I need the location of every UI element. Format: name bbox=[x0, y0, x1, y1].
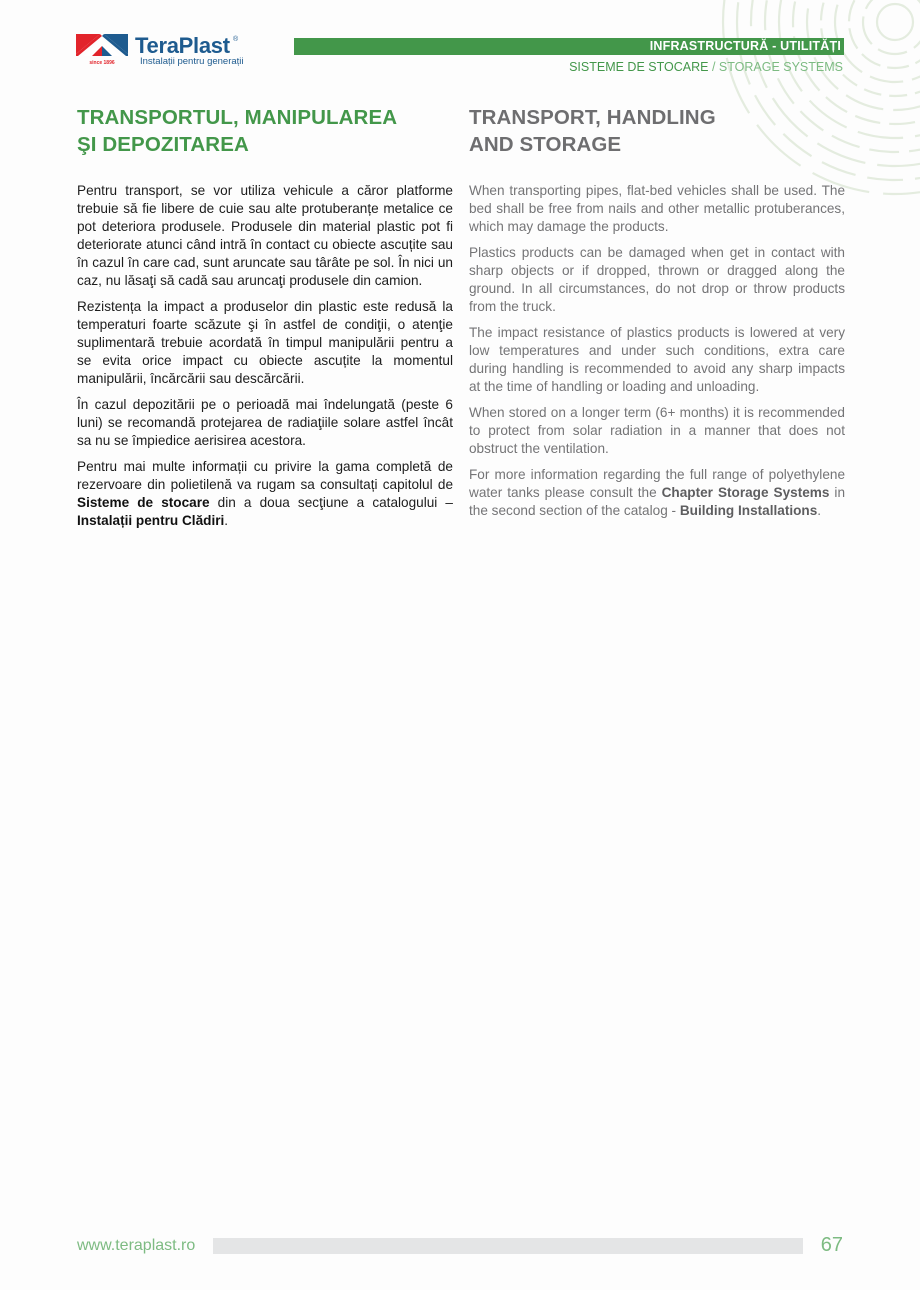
en-paragraph: When stored on a longer term (6+ months) it is recommended to protect from solar radiation in a manner that does not obstruct the ventilation. bbox=[469, 405, 845, 456]
subsection-separator: / bbox=[708, 60, 719, 74]
svg-text:since 1896: since 1896 bbox=[89, 60, 115, 66]
ro-title bbox=[77, 104, 453, 158]
en-title-line2: AND STORAGE bbox=[469, 133, 622, 156]
ro-title-line1: TRANSPORTUL, MANIPULAREA bbox=[77, 106, 398, 129]
ro-paragraph-more-info: Pentru mai multe informații cu privire la gama completă de rezervoare din polietilenă va rugam sa consultați capitolul de Sisteme de stocare din a doua secţiune a catalogului – Instalații pentru Clădiri. bbox=[77, 459, 453, 528]
en-link-building-installations: Building Installations bbox=[679, 503, 818, 518]
ro-paragraph: În cazul depozitării pe o perioadă mai îndelungată (peste 6 luni) se recomandă protejarea de radiaţiile solare astfel încât sa nu se împiedice aerisirea acestora. bbox=[77, 397, 453, 448]
footer-bar bbox=[213, 1238, 803, 1254]
en-title-line1: TRANSPORT, HANDLING bbox=[469, 106, 716, 129]
page-number: 67 bbox=[820, 1234, 843, 1256]
en-link-storage-systems: Chapter Storage Systems bbox=[661, 485, 830, 500]
roof-logo-icon bbox=[76, 34, 128, 66]
ro-paragraph: Rezistența la impact a produselor din plastic este redusă la temperaturi foarte scăzute şi în astfel de condiţii, o atenţie suplimentară trebuie acordată în timpul manipulării pentru a se evita orice impact cu obiecte ascuțite la momentul manipulării, încărcării sau descărcării. bbox=[77, 299, 453, 386]
subsection-ro: SISTEME DE STOCARE bbox=[569, 60, 709, 74]
ro-title-line2: ŞI DEPOZITAREA bbox=[77, 133, 249, 156]
website-link[interactable]: www.teraplast.ro bbox=[77, 1237, 196, 1254]
en-paragraph: Plastics products can be damaged when get in contact with sharp objects or if dropped, thrown or dragged along the ground. In all circumstances, do not drop or throw products from the truck. bbox=[469, 245, 845, 314]
brand-name: TeraPlast bbox=[135, 33, 230, 58]
ro-link-building-installations: Instalații pentru Clădiri bbox=[77, 513, 225, 528]
ro-paragraph: Pentru transport, se vor utiliza vehicule a căror platforme trebuie să fie libere de cuie sau alte protuberanțe metalice ce pot deteriora produsele. Produsele din material plastic pot fi deteriorate atunci când intră în contact cu obiecte ascuțite sau în cazul în care cad, sunt aruncate sau târâte pe sol. În nici un caz, nu lăsaţi să cadă sau aruncaţi produsele din camion. bbox=[77, 183, 453, 288]
en-paragraph: The impact resistance of plastics products is lowered at very low temperatures and under such conditions, extra care during handling is recommended to avoid any sharp impacts at the time of handling or loading and unloading. bbox=[469, 325, 845, 394]
en-paragraph: When transporting pipes, flat-bed vehicles shall be used. The bed shall be free from nails and other metallic protuberances, which may damage the products. bbox=[469, 183, 845, 234]
ro-link-storage-systems: Sisteme de stocare bbox=[77, 495, 210, 510]
en-paragraph-more-info: For more information regarding the full range of polyethylene water tanks please consult the Chapter Storage Systems in the second section of the catalog - Building Installations. bbox=[469, 467, 846, 518]
subsection-label bbox=[569, 60, 843, 74]
registered-mark: ® bbox=[233, 36, 239, 43]
section-header-bar bbox=[294, 38, 844, 55]
teraplast-logo bbox=[76, 33, 244, 68]
brand-tagline: Instalații pentru generații bbox=[140, 56, 244, 67]
section-label: INFRASTRUCTURĂ - UTILITĂȚI bbox=[649, 39, 841, 53]
english-column bbox=[469, 104, 845, 528]
en-title bbox=[469, 104, 845, 158]
subsection-en: STORAGE SYSTEMS bbox=[718, 60, 843, 74]
romanian-column bbox=[77, 104, 453, 538]
